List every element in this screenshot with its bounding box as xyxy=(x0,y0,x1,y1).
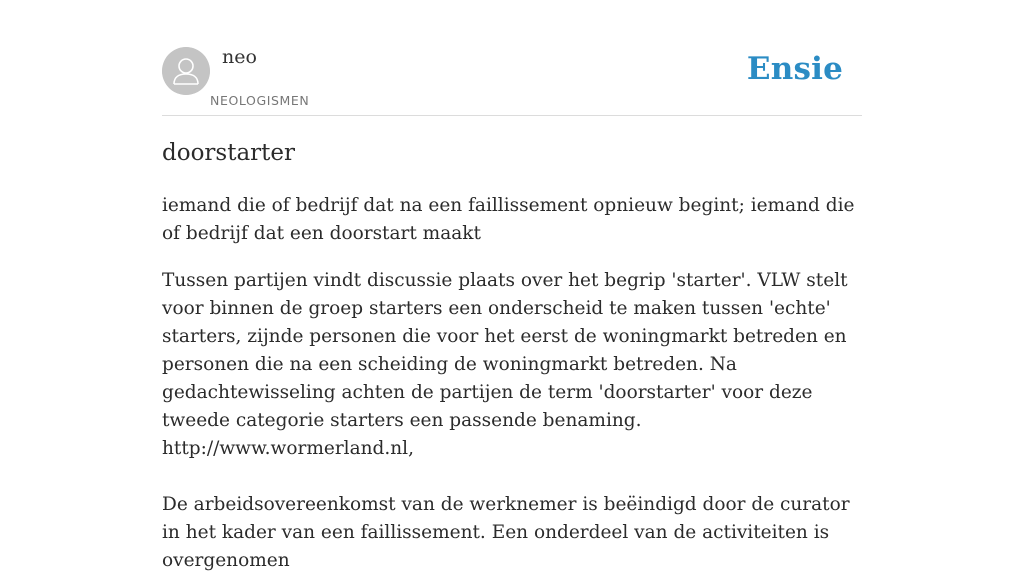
user-silhouette-icon xyxy=(162,47,210,95)
entry-page xyxy=(162,0,862,571)
entry-term: doorstarter xyxy=(162,140,296,166)
entry-definition: iemand die of bedrijf dat na een faillissement opnieuw begint; iemand die of bedrijf dat een doorstart maakt xyxy=(162,195,855,244)
entry-example: Tussen partijen vindt discussie plaats over het begrip 'starter'. VLW stelt voor binnen de groep starters een onderscheid te maken tussen 'echte' starters, zijnde personen die voor het eerst de woningmarkt betreden en personen die na een scheiding de woningmarkt betreden. Na gedachtewisseling achten de partijen de term 'doorstarter' voor deze tweede categorie starters een passende benaming. http://www.wormerland.nl, De arbeidsovereenkomst van de werknemer is beëindigd door de curator in het kader van een faillissement. Een onderdeel van de activiteiten is overgenomen xyxy=(162,270,850,571)
category-link[interactable]: NEOLOGISMEN xyxy=(210,93,310,108)
ensie-logo[interactable]: Ensie xyxy=(746,51,843,87)
user-avatar[interactable] xyxy=(162,47,210,95)
author-name-link[interactable]: neo xyxy=(222,46,257,68)
entry-header xyxy=(162,0,862,116)
